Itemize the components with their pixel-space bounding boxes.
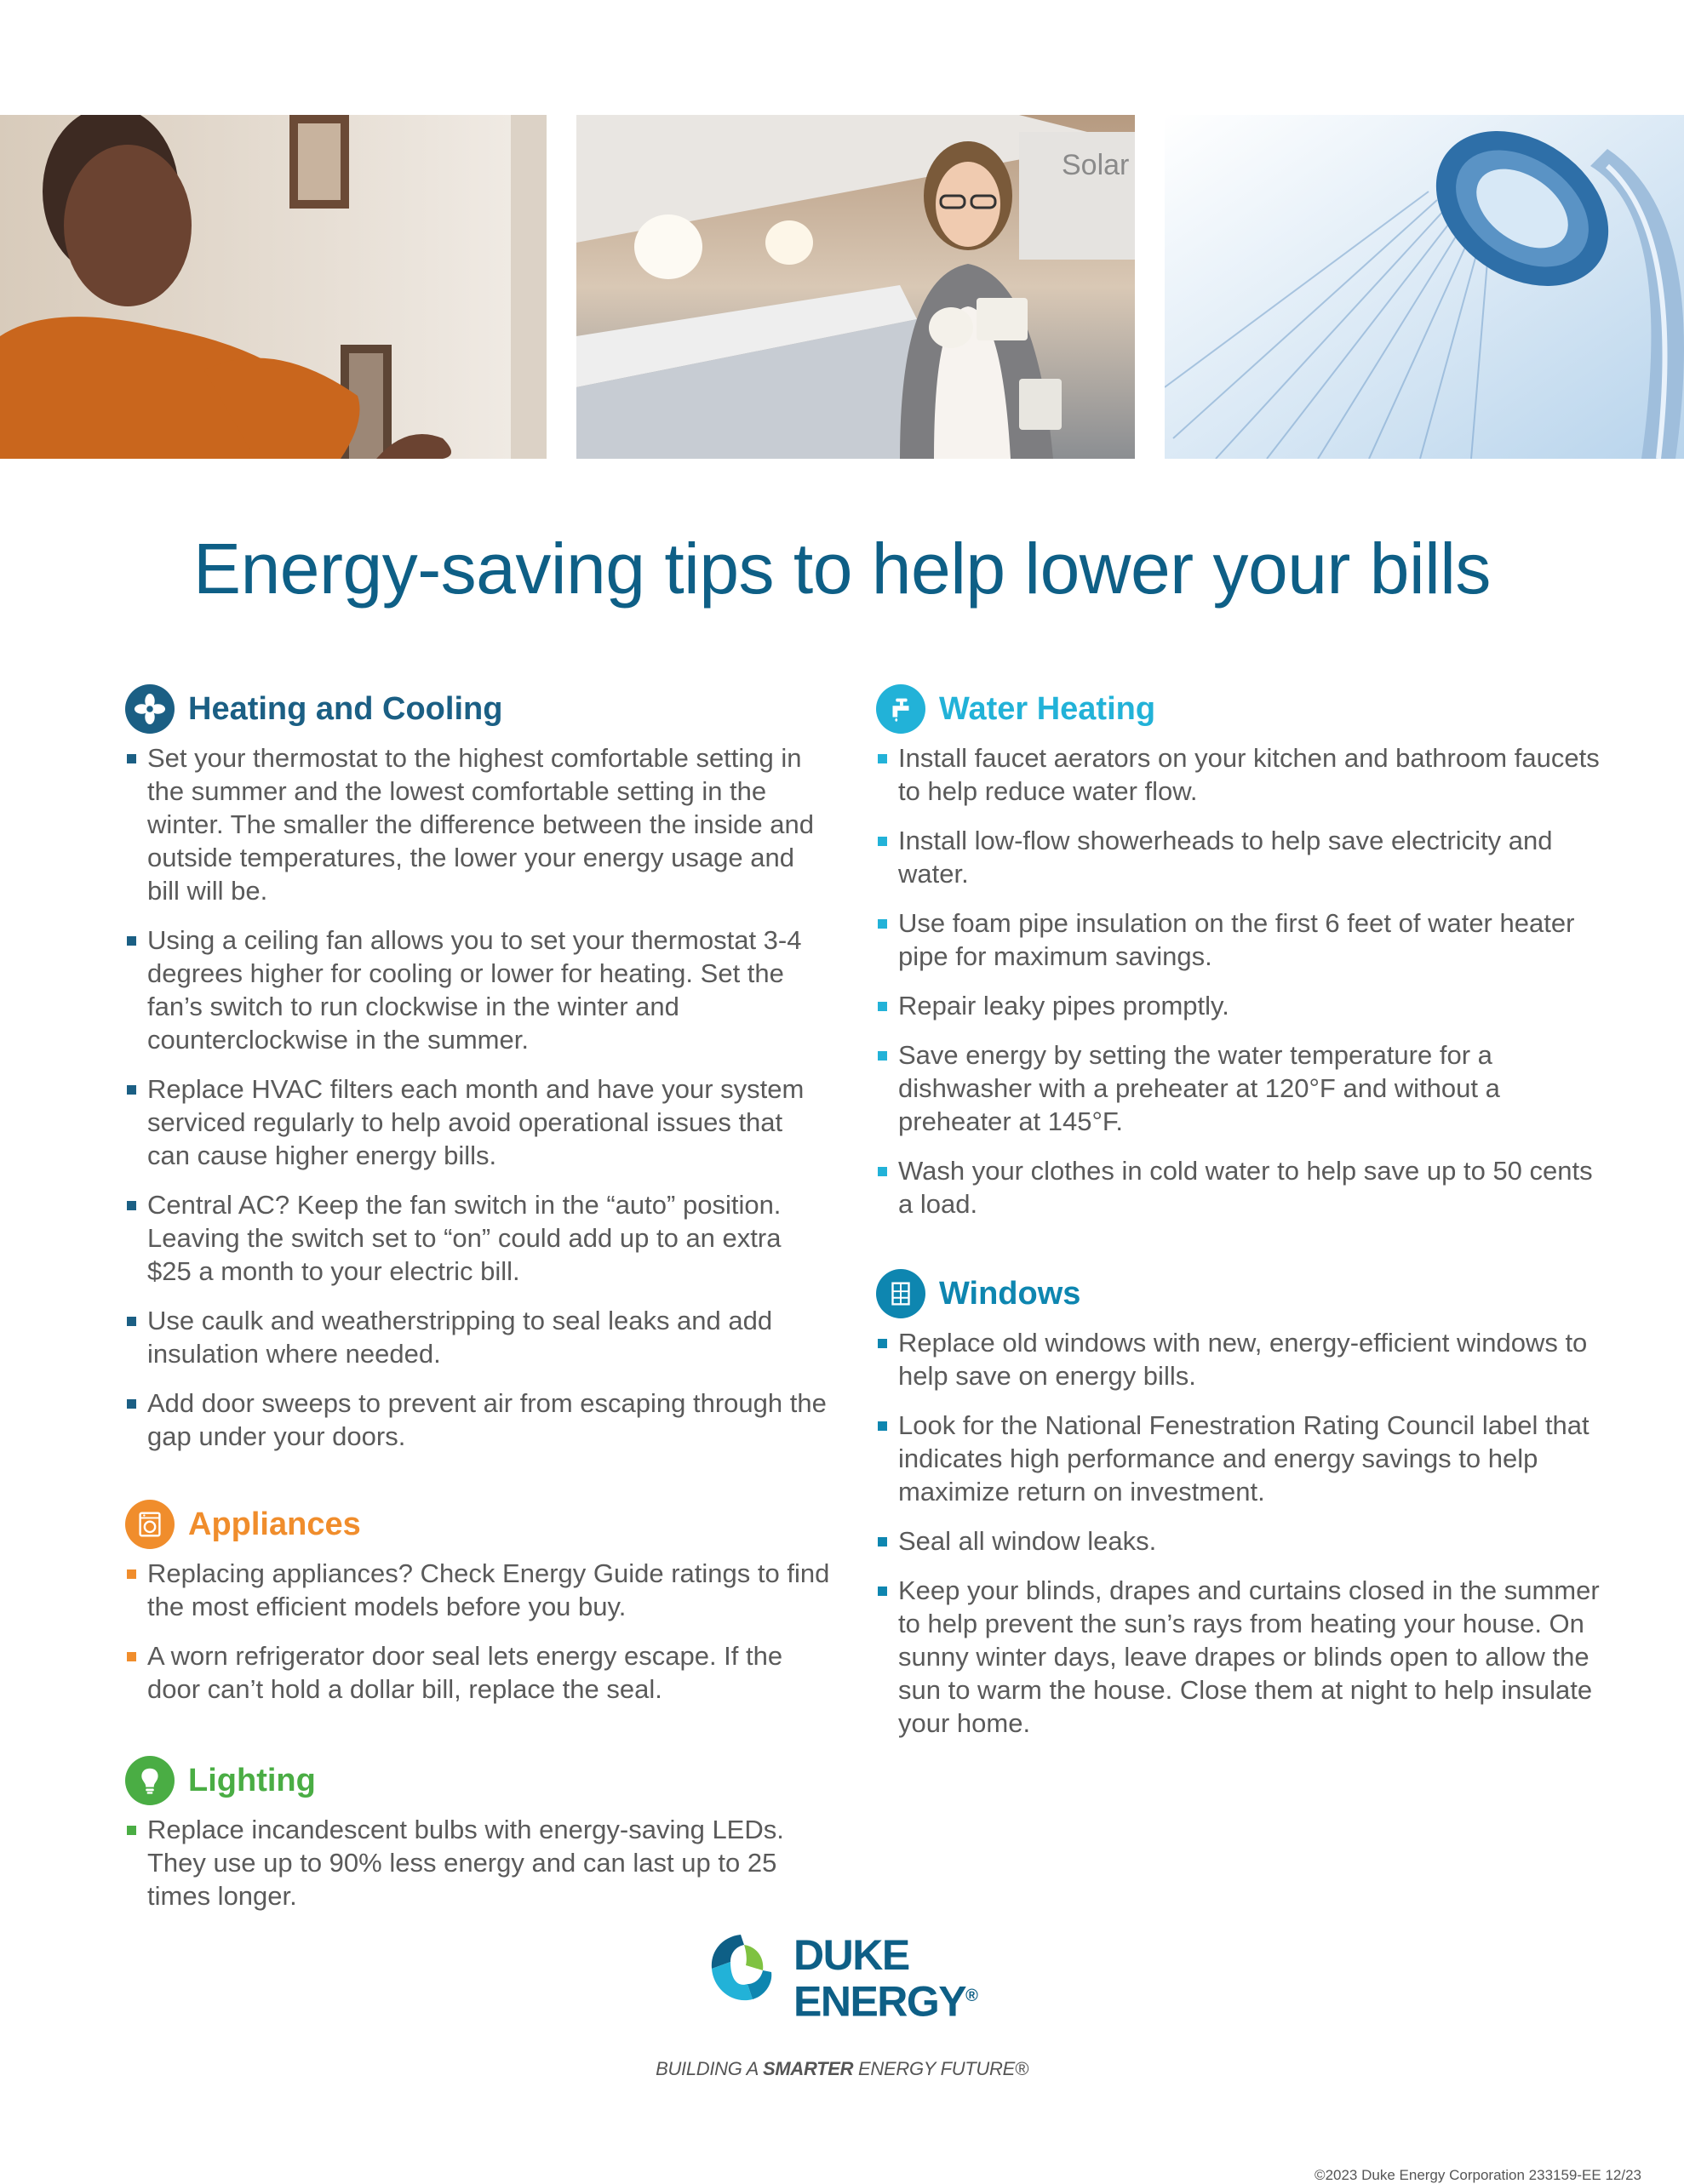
bullet-marker	[878, 1002, 887, 1011]
section-water-heating	[876, 683, 1608, 1237]
section-header	[125, 1499, 832, 1550]
list-item	[876, 1574, 1608, 1740]
list-item	[876, 906, 1608, 973]
washing-machine-icon	[125, 1500, 175, 1549]
tip-text: Repair leaky pipes promptly.	[898, 991, 1229, 1021]
bullet-marker	[127, 1201, 136, 1210]
tip-text: Set your thermostat to the highest comfortable setting in the summer and the lowest comfortable setting in the winter. The smaller the difference between the inside and outside temperatures, the lower your energy usage and bill will be.	[147, 743, 814, 906]
tip-text: Wash your clothes in cold water to help save up to 50 cents a load.	[898, 1156, 1593, 1219]
bullet-marker	[878, 1421, 887, 1431]
tip-list	[125, 1557, 832, 1706]
tip-text: Replacing appliances? Check Energy Guide ratings to find the most efficient models before you buy.	[147, 1558, 830, 1621]
section-title: Water Heating	[939, 690, 1156, 727]
list-item	[876, 741, 1608, 808]
bullet-marker	[878, 1051, 887, 1061]
tagline-pre: BUILDING A	[656, 2058, 763, 2079]
lightbulb-shopping-photo	[576, 115, 1135, 459]
tip-text: Use foam pipe insulation on the first 6 feet of water heater pipe for maximum savings.	[898, 908, 1575, 971]
list-item	[125, 1557, 832, 1623]
list-item	[876, 1326, 1608, 1392]
section-header	[876, 683, 1608, 735]
bullet-marker	[127, 936, 136, 946]
section-header	[125, 683, 832, 735]
logo-line-2	[793, 1975, 977, 2026]
tip-text: Add door sweeps to prevent air from escaping through the gap under your doors.	[147, 1388, 827, 1451]
list-item	[876, 1524, 1608, 1558]
list-item	[876, 989, 1608, 1022]
bullet-marker	[878, 919, 887, 929]
lightbulb-icon	[125, 1756, 175, 1805]
bullet-marker	[878, 837, 887, 846]
tip-list	[125, 741, 832, 1453]
tip-list	[876, 1326, 1608, 1740]
list-item	[125, 1639, 832, 1706]
tip-list	[876, 741, 1608, 1221]
svg-text:Solar: Solar	[1062, 149, 1130, 181]
tagline-bold: SMARTER	[762, 2058, 854, 2079]
bullet-marker	[878, 1339, 887, 1348]
tip-text: Replace HVAC filters each month and have your system serviced regularly to help avoid operational issues that can cause higher energy bills.	[147, 1074, 805, 1170]
bullet-marker	[878, 754, 887, 763]
tagline	[0, 2058, 1684, 2080]
section-title: Windows	[939, 1275, 1081, 1312]
copyright-notice: ©2023 Duke Energy Corporation 233159-EE 12/23	[1315, 2167, 1641, 2183]
bullet-marker	[127, 754, 136, 763]
registered-mark: ®	[965, 1987, 977, 2005]
tip-text: A worn refrigerator door seal lets energy escape. If the door can’t hold a dollar bill, replace the seal.	[147, 1641, 783, 1704]
section-heating-cooling	[125, 683, 832, 1469]
tip-text: Use caulk and weatherstripping to seal leaks and add insulation where needed.	[147, 1306, 773, 1369]
tip-text: Look for the National Fenestration Rating Council label that indicates high performance and energy savings to help maximize return on investment.	[898, 1410, 1589, 1507]
section-title: Lighting	[188, 1762, 316, 1798]
bullet-marker	[878, 1537, 887, 1547]
bullet-marker	[878, 1167, 887, 1176]
header-photo-strip	[0, 115, 1684, 459]
logo-mark-icon	[698, 1928, 783, 2021]
bullet-marker	[127, 1826, 136, 1835]
section-title: Heating and Cooling	[188, 690, 503, 727]
bullet-marker	[127, 1399, 136, 1409]
window-icon	[876, 1269, 925, 1318]
bullet-marker	[127, 1652, 136, 1661]
logo-line-2-text: ENERGY	[793, 1977, 966, 2026]
section-header	[876, 1268, 1608, 1319]
list-item	[876, 824, 1608, 890]
list-item	[125, 1386, 832, 1453]
list-item	[125, 923, 832, 1056]
tagline-post: ENERGY FUTURE	[853, 2058, 1015, 2079]
tip-text: Using a ceiling fan allows you to set your thermostat 3-4 degrees higher for cooling or lower for heating. Set the fan’s switch to run clockwise in the winter and counterclockwise in the summer.	[147, 925, 802, 1055]
section-appliances	[125, 1499, 832, 1722]
bullet-marker	[127, 1085, 136, 1095]
list-item	[125, 1188, 832, 1288]
showerhead-photo	[1165, 115, 1684, 459]
fan-icon	[125, 684, 175, 734]
list-item	[125, 1813, 832, 1912]
section-title: Appliances	[188, 1506, 361, 1542]
list-item	[125, 741, 832, 907]
list-item	[876, 1038, 1608, 1138]
faucet-icon	[876, 684, 925, 734]
tip-list	[125, 1813, 832, 1912]
section-lighting	[125, 1755, 832, 1929]
bullet-marker	[127, 1569, 136, 1579]
list-item	[876, 1409, 1608, 1508]
thermostat-photo	[0, 115, 547, 459]
bullet-marker	[127, 1317, 136, 1326]
tip-text: Replace old windows with new, energy-efficient windows to help save on energy bills.	[898, 1328, 1588, 1391]
logo-line-1: DUKE	[793, 1931, 909, 1979]
tip-text: Seal all window leaks.	[898, 1526, 1157, 1556]
tagline-registered-mark: ®	[1015, 2058, 1028, 2079]
tip-text: Save energy by setting the water temperature for a dishwasher with a preheater at 120°F and without a preheater at 145°F.	[898, 1040, 1500, 1136]
list-item	[125, 1304, 832, 1370]
tip-text: Central AC? Keep the fan switch in the “auto” position. Leaving the switch set to “on” could add up to an extra $25 a month to your electric bill.	[147, 1190, 782, 1286]
section-header	[125, 1755, 832, 1806]
page-title: Energy-saving tips to help lower your bills	[193, 529, 1491, 609]
section-windows	[876, 1268, 1608, 1756]
tip-text: Install faucet aerators on your kitchen and bathroom faucets to help reduce water flow.	[898, 743, 1600, 806]
logo-wordmark	[793, 1931, 977, 2026]
tip-text: Install low-flow showerheads to help save electricity and water.	[898, 826, 1553, 889]
tip-text: Keep your blinds, drapes and curtains closed in the summer to help prevent the sun’s rays from heating your house. On sunny winter days, leave drapes or blinds open to allow the sun to warm the house. Close them at night to help insulate your home.	[898, 1575, 1600, 1738]
duke-energy-logo	[698, 1928, 1005, 2026]
list-item	[125, 1072, 832, 1172]
tip-text: Replace incandescent bulbs with energy-saving LEDs. They use up to 90% less energy and can last up to 25 times longer.	[147, 1815, 784, 1911]
bullet-marker	[878, 1587, 887, 1596]
list-item	[876, 1154, 1608, 1221]
